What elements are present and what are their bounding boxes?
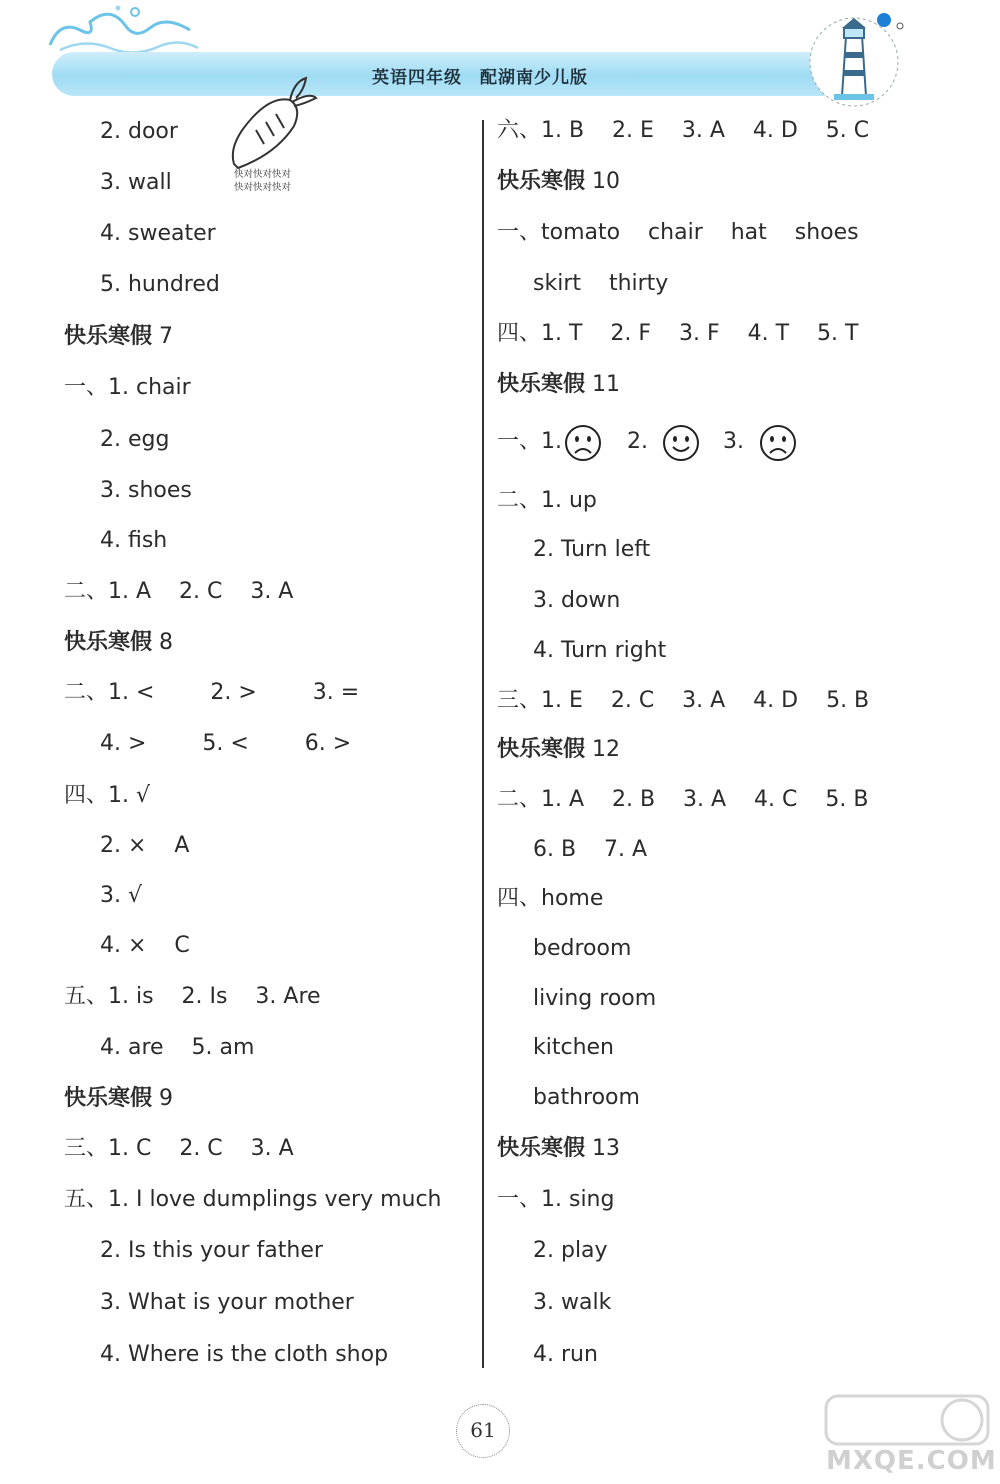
answer-line: 5. hundred — [100, 272, 220, 297]
answer-line: skirt thirty — [533, 271, 669, 296]
section-heading-number: 7 — [152, 324, 174, 349]
section-heading — [497, 168, 620, 196]
answer-line: 四、1. T 2. F 3. F 4. T 5. T — [497, 321, 859, 346]
answer-line: 4. Turn right — [533, 638, 667, 663]
answer-line: 4. run — [533, 1342, 598, 1367]
answer-line: bathroom — [533, 1085, 640, 1110]
lighthouse-icon — [806, 6, 910, 110]
answer-line: 4. > 5. < 6. > — [100, 731, 352, 756]
section-heading-number: 11 — [585, 372, 621, 397]
carrot-caption — [234, 168, 291, 194]
answer-line: 三、1. C 2. C 3. A — [64, 1136, 294, 1161]
section-heading-number: 10 — [585, 169, 621, 194]
answer-line: 2. door — [100, 119, 178, 144]
happy-face-icon — [662, 424, 700, 462]
answer-line: kitchen — [533, 1035, 614, 1060]
answer-line: 五、1. I love dumplings very much — [64, 1187, 442, 1212]
answer-line: 2. play — [533, 1238, 608, 1263]
answer-line: 3. √ — [100, 883, 143, 908]
answer-line: 3. shoes — [100, 478, 192, 503]
answer-line: 四、home — [497, 886, 604, 911]
caption-line: 快对快对快对 — [234, 169, 292, 180]
watermark-text: MXQE.COM — [826, 1446, 997, 1476]
carrot-icon — [224, 74, 320, 172]
sad-face-icon — [564, 424, 602, 462]
section-heading — [64, 1085, 173, 1113]
answer-line: 二、1. < 2. > 3. = — [64, 680, 360, 705]
answer-line: bedroom — [533, 936, 632, 961]
section-heading — [64, 629, 173, 657]
answer-line: living room — [533, 986, 657, 1011]
answer-line: 五、1. is 2. Is 3. Are — [64, 984, 321, 1009]
caption-line: 快对快对快对 — [234, 182, 292, 193]
section-heading-label: 快乐寒假 — [497, 372, 586, 397]
answer-line: 三、1. E 2. C 3. A 4. D 5. B — [497, 688, 870, 713]
answer-line: 4. × C — [100, 933, 190, 958]
section-heading-label: 快乐寒假 — [497, 169, 586, 194]
answer-line: 3. down — [533, 588, 621, 613]
answer-line: 2. — [627, 429, 648, 454]
page-number: 61 — [456, 1404, 510, 1458]
section-heading — [64, 323, 173, 351]
answer-line: 四、1. √ — [64, 783, 151, 808]
answer-line: 二、1. A 2. B 3. A 4. C 5. B — [497, 787, 869, 812]
section-heading — [497, 736, 620, 764]
answer-line: 六、1. B 2. E 3. A 4. D 5. C — [497, 118, 870, 143]
section-heading-number: 13 — [585, 1136, 621, 1161]
section-heading-label: 快乐寒假 — [497, 737, 586, 762]
answer-line: 4. Where is the cloth shop — [100, 1342, 389, 1367]
answer-line: 一、1. sing — [497, 1187, 615, 1212]
answer-line: 6. B 7. A — [533, 837, 648, 862]
answer-line: 二、1. A 2. C 3. A — [64, 579, 294, 604]
sad-face-icon — [759, 424, 797, 462]
answer-line: 3. What is your mother — [100, 1290, 354, 1315]
section-heading-label: 快乐寒假 — [64, 1086, 153, 1111]
section-heading-label: 快乐寒假 — [497, 1136, 586, 1161]
column-divider — [482, 120, 484, 1368]
answer-line: 4. fish — [100, 528, 168, 553]
answer-line: 2. Turn left — [533, 537, 651, 562]
section-heading-label: 快乐寒假 — [64, 630, 153, 655]
answer-line: 4. are 5. am — [100, 1035, 255, 1060]
section-heading-number: 8 — [152, 630, 174, 655]
answer-line: 一、1. — [497, 429, 562, 454]
answer-line: 4. sweater — [100, 221, 216, 246]
answer-line: 2. Is this your father — [100, 1238, 323, 1263]
answer-line: 2. egg — [100, 427, 170, 452]
answer-line: 一、tomato chair hat shoes — [497, 220, 859, 245]
answer-line: 3. walk — [533, 1290, 612, 1315]
answer-line: 二、1. up — [497, 488, 597, 513]
answer-line: 2. × A — [100, 833, 190, 858]
answer-line: 3. wall — [100, 170, 172, 195]
section-heading — [497, 1135, 620, 1163]
page-header-title: 英语四年级 配湖南少儿版 — [372, 68, 588, 88]
section-heading-label: 快乐寒假 — [64, 324, 153, 349]
section-heading — [497, 371, 620, 399]
answer-line: 一、1. chair — [64, 375, 191, 400]
section-heading-number: 9 — [152, 1086, 174, 1111]
answer-line: 3. — [723, 429, 744, 454]
section-heading-number: 12 — [585, 737, 621, 762]
